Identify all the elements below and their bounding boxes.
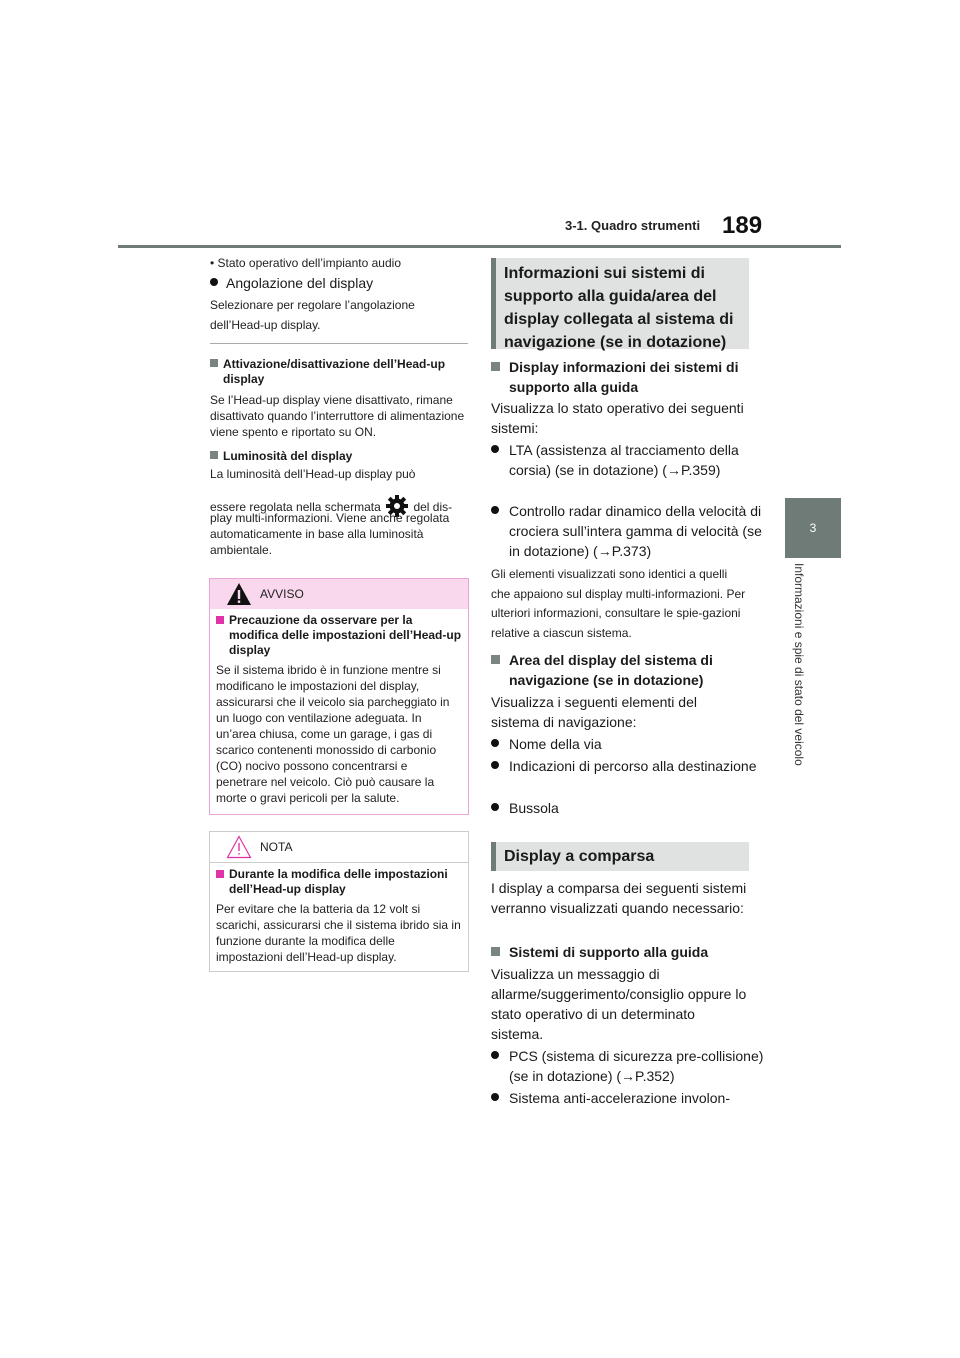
brightness-title-text: Luminosità del display [223, 449, 353, 463]
chapter-title-vertical [785, 563, 809, 803]
list-item [491, 798, 767, 818]
header-rule [118, 245, 841, 248]
popup-text: I display a comparsa dei seguenti sistemi verranno visualizzati quando necessario: [491, 880, 747, 916]
sub-heading-support-info [491, 357, 767, 397]
list-item-text: Indicazioni di percorso alla destinazione [509, 758, 757, 774]
list-item-text: LTA (assistenza al tracciamento della corsia) (se in dotazione) (→P.359) [509, 442, 739, 478]
bullet-icon [491, 761, 499, 769]
list-item-text: Controllo radar dinamico della velocità di crociera sull’intera gamma di velocità (se in dotazione) (→P.373) [509, 503, 762, 559]
activation-text: Se l’Head-up display viene disattivato, rimane disattivato quando l’interruttore di alimentazione viene spento e riportato su ON. [210, 393, 465, 439]
section-heading-popup: Display a comparsa [491, 842, 749, 871]
support-info-text: Visualizza lo stato operativo dei seguenti sistemi: [491, 400, 744, 436]
section-heading-driving-support: Informazioni sui sistemi di supporto alla guida/area del display collegata al sistema di navigazione (se in dotazione) [491, 258, 749, 349]
warning-text: Se il sistema ibrido è in funzione mentre si modificano le impostazioni del display, assicurarsi che il veicolo sia parcheggiato in un luogo con ventilazione adeguata. In un’area chiusa, come un garage, i gas di scarico contenenti monossido di carbonio (CO) nocivo possono concentrarsi e penetrare nel veicolo. Ciò può causare la morte o gravi pericoli per la salute. [216, 663, 450, 805]
support-systems-text: Visualizza un messaggio di allarme/suggerimento/consiglio oppure lo stato operativo di un determinato sistema. [491, 966, 747, 1042]
list-item-text: Sistema anti-accelerazione involon- [509, 1090, 730, 1106]
square-bullet-icon [491, 362, 500, 371]
chapter-number: 3 [809, 521, 817, 535]
angle-heading-text: Angolazione del display [226, 275, 374, 291]
note-title-text: Durante la modifica delle impostazioni dell’Head-up display [229, 867, 448, 896]
bullet-icon [491, 445, 499, 453]
square-bullet-icon [491, 947, 500, 956]
brightness-text-2b: del dis- [413, 500, 453, 514]
page-number: 189 [722, 212, 763, 239]
brightness-title [210, 449, 468, 464]
square-bullet-icon [210, 359, 218, 367]
angle-text-1: Selezionare per regolare l’angolazione [210, 298, 415, 312]
bullet-icon [491, 506, 499, 514]
list-item [491, 1088, 767, 1108]
square-bullet-icon [216, 616, 224, 624]
bullet-icon [491, 739, 499, 747]
note-box [209, 831, 469, 972]
sub-heading-support-systems-text: Sistemi di supporto alla guida [509, 944, 709, 960]
caution-triangle-icon [226, 835, 252, 864]
warning-label: AVVISO [260, 587, 304, 601]
list-item [491, 501, 767, 561]
warning-title-text: Precauzione da osservare per la modifica delle impostazioni dell’Head-up display [229, 613, 462, 657]
bullet-icon [491, 1051, 499, 1059]
bullet-icon [491, 803, 499, 811]
sub-heading-support-info-text: Display informazioni dei sistemi di supporto alla guida [509, 359, 739, 395]
chapter-title: Informazioni e spie di stato del veicolo [792, 563, 806, 766]
list-item-text: PCS (sistema di sicurezza pre-collisione) (se in dotazione) (→P.352) [509, 1048, 764, 1084]
angle-text-2: dell’Head-up display. [210, 318, 321, 332]
audio-status-item: • Stato operativo dell’impianto audio [210, 256, 401, 270]
sub-heading-support-systems [491, 942, 767, 962]
note-label: NOTA [260, 840, 293, 854]
warning-title [216, 613, 462, 658]
warning-header [210, 579, 468, 609]
square-bullet-icon [216, 870, 224, 878]
warning-box [209, 578, 469, 815]
section-title: 3-1. Quadro strumenti [565, 218, 701, 233]
activation-title [210, 357, 468, 387]
sub-heading-navigation-text: Area del display del sistema di navigazione (se in dotazione) [509, 652, 713, 688]
note-title [216, 867, 462, 897]
list-item-text: Bussola [509, 800, 559, 816]
list-item [491, 1046, 767, 1086]
note-header [210, 832, 468, 863]
square-bullet-icon [210, 451, 218, 459]
sub-heading-navigation [491, 650, 767, 690]
support-note: Gli elementi visualizzati sono identici a quelli che appaiono sul display multi-informazioni. Per ulteriori informazioni, consultare le spie-gazioni relative a ciascun sistema. [491, 567, 746, 640]
brightness-text-1: La luminosità dell’Head-up display può [210, 467, 416, 481]
note-text: Per evitare che la batteria da 12 volt si scarichi, assicurarsi che il sistema ibrido sia in funzione durante la modifica delle impostazioni dell’Head-up display. [216, 902, 461, 964]
navigation-text: Visualizza i seguenti elementi del sistema di navigazione: [491, 694, 697, 730]
activation-title-text: Attivazione/disattivazione dell’Head-up display [223, 357, 446, 386]
list-item [491, 734, 767, 754]
chapter-tab [785, 498, 841, 558]
bullet-icon [491, 1093, 499, 1101]
divider [210, 343, 468, 344]
bullet-icon [210, 278, 218, 286]
brightness-text-2a: essere regolata nella schermata [210, 500, 381, 514]
angle-heading [210, 273, 468, 293]
warning-triangle-icon [226, 582, 252, 611]
brightness-text-3: play multi-informazioni. Viene anche regolata automaticamente in base alla luminosità ambientale. [210, 511, 450, 557]
list-item [491, 756, 767, 776]
list-item-text: Nome della via [509, 736, 602, 752]
square-bullet-icon [491, 655, 500, 664]
list-item [491, 440, 767, 480]
